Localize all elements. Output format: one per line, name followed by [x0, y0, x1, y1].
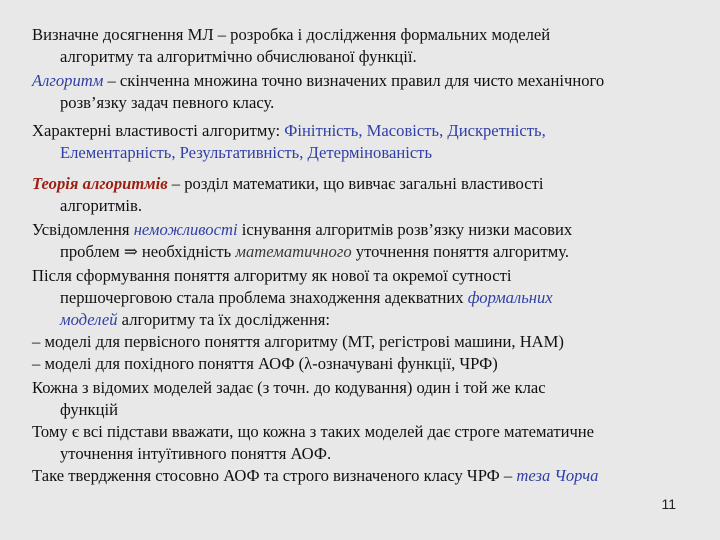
paragraph-impossibility — [32, 219, 704, 263]
term-models: моделей — [60, 310, 118, 329]
text-line: алгоритмів. — [60, 196, 143, 215]
text-segment: першочерговою стала проблема знаходження адекватних — [60, 288, 468, 307]
paragraph-ml-achievement — [32, 24, 704, 68]
paragraph-church-thesis — [32, 465, 704, 487]
term-theory-of-algorithms: Теорія алгоритмів — [32, 174, 168, 193]
text-line: – моделі для похідного поняття АОФ (λ-означувані функції, ЧРФ) — [32, 354, 498, 373]
page-number: 11 — [661, 496, 676, 512]
text-segment: проблем — [60, 242, 124, 261]
term-formal: формальних — [467, 288, 553, 307]
paragraph-strict-refinement — [32, 421, 704, 465]
properties-list: Елементарність, Результативність, Детермінованість — [60, 143, 433, 162]
paragraph-models-derived — [32, 353, 704, 375]
text-segment: існування алгоритмів розв’язку низки масових — [237, 220, 573, 239]
text-segment: необхідність — [137, 242, 236, 261]
properties-list: Фінітність, Масовість, Дискретність, — [284, 121, 546, 140]
text-line: алгоритму та алгоритмічно обчислюваної функції. — [60, 47, 417, 66]
term-church-thesis: теза Чорча — [516, 466, 599, 485]
text-line: – розділ математики, що вивчає загальні властивості — [167, 174, 544, 193]
implies-arrow-icon: ⇒ — [123, 242, 138, 261]
text-line: – скінченна множина точно визначених правил для чисто механічного — [103, 71, 605, 90]
text-line: розв’язку задач певного класу. — [60, 93, 275, 112]
paragraph-properties — [32, 120, 704, 164]
text-line: – моделі для первісного поняття алгоритму (МТ, регістрові машини, НАМ) — [32, 332, 564, 351]
term-impossibility: неможливості — [133, 220, 238, 239]
text-segment: алгоритму та їх дослідження: — [117, 310, 331, 329]
paragraph-same-class — [32, 377, 704, 421]
text-line: Характерні властивості алгоритму: — [32, 121, 285, 140]
text-segment: уточнення поняття алгоритму. — [351, 242, 570, 261]
text-segment: Таке твердження стосовно АОФ та строго визначеного класу ЧРФ – — [32, 466, 517, 485]
text-line: уточнення інтуїтивного поняття АОФ. — [60, 444, 332, 463]
text-line: Визначне досягнення МЛ – розробка і дослідження формальних моделей — [32, 25, 551, 44]
text-segment: Усвідомлення — [32, 220, 134, 239]
paragraph-algorithm-definition — [32, 70, 704, 114]
paragraph-formal-models — [32, 265, 704, 331]
text-line: Тому є всі підстави вважати, що кожна з таких моделей дає строге математичне — [32, 422, 595, 441]
term-mathematical: математичного — [235, 242, 352, 261]
text-line: Кожна з відомих моделей задає (з точн. до кодування) один і той же клас — [32, 378, 546, 397]
text-line: Після сформування поняття алгоритму як нової та окремої сутності — [32, 266, 512, 285]
paragraph-theory-of-algorithms — [32, 173, 704, 217]
paragraph-models-primary — [32, 331, 704, 353]
text-line: функцій — [60, 400, 118, 419]
term-algorithm: Алгоритм — [32, 71, 104, 90]
